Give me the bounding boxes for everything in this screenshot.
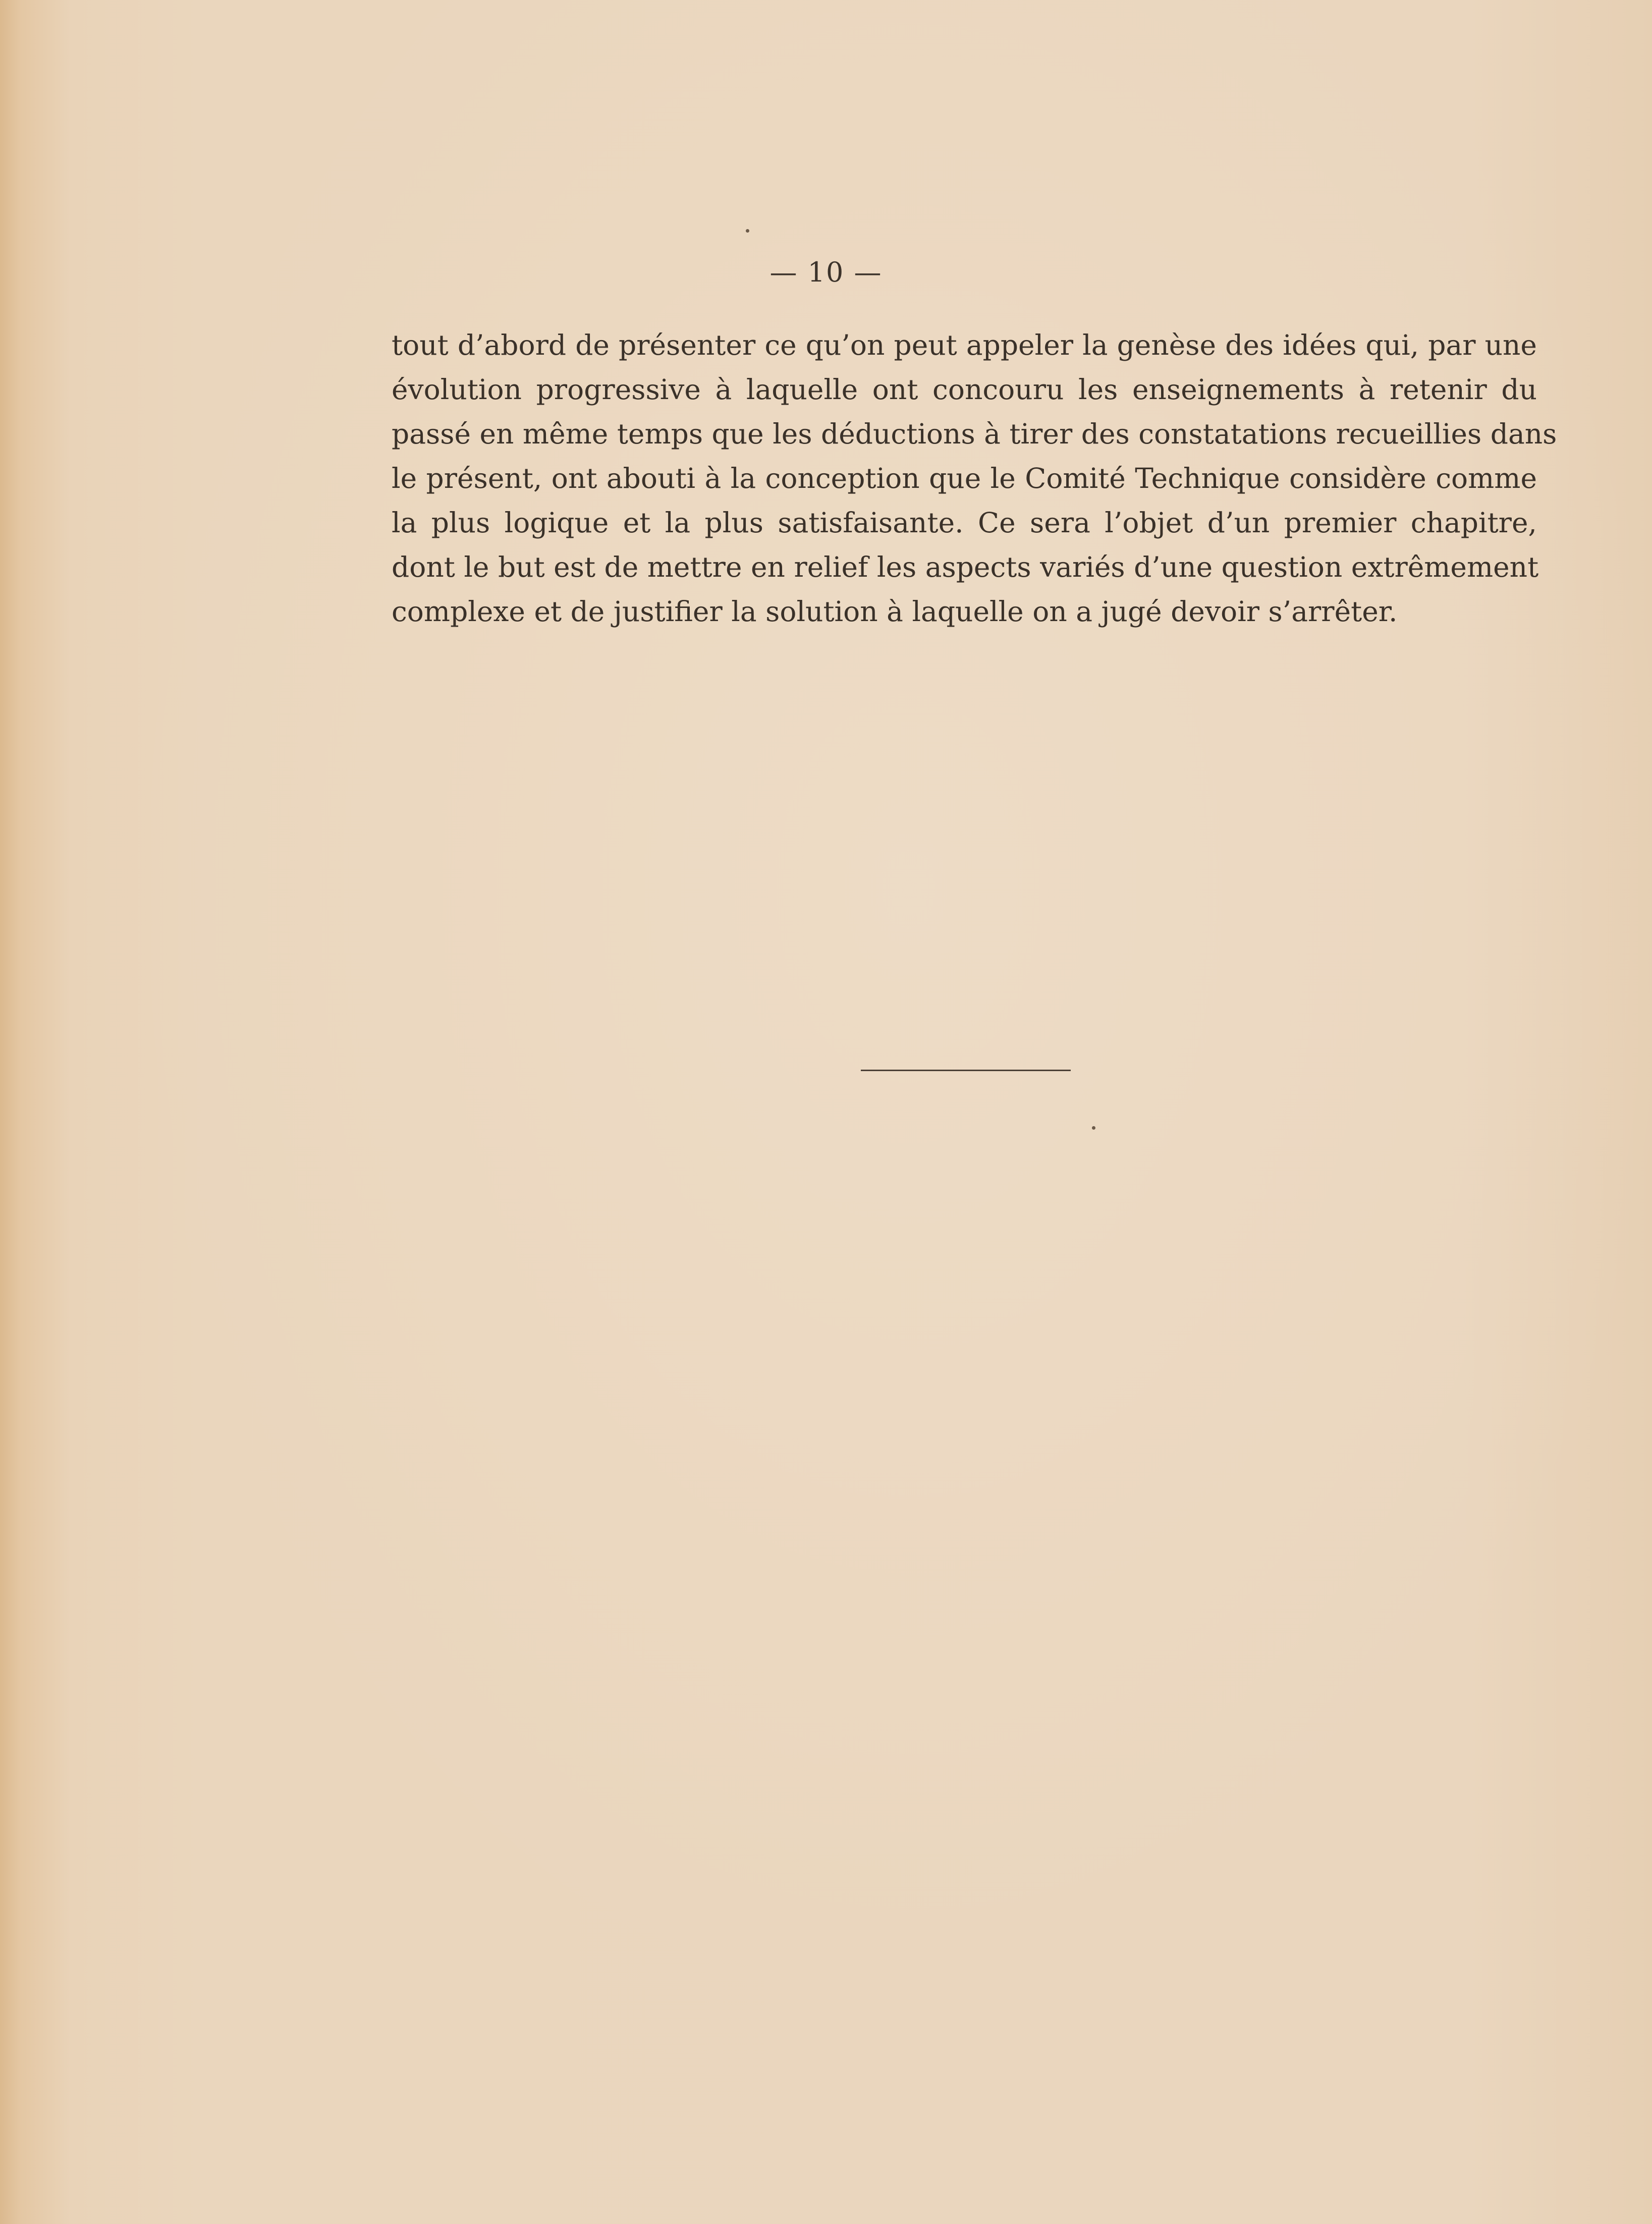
text-line: évolution progressive à laquelle ont concouru les enseignements à retenir du (392, 373, 1537, 406)
section-divider-rule (861, 1070, 1071, 1071)
text-line: le présent, ont abouti à la conception que le Comité Technique considère comme (392, 462, 1537, 494)
body-paragraph (392, 323, 1557, 634)
text-line: passé en même temps que les déductions à tirer des constatations recueillies dans (392, 418, 1557, 450)
paper-speck (746, 229, 749, 233)
text-line: complexe et de justifier la solution à laquelle on a jugé devoir s’arrêter. (392, 595, 1398, 628)
paper-speck (1092, 1126, 1095, 1130)
page-number: — 10 — (769, 256, 883, 288)
text-line: la plus logique et la plus satisfaisante. Ce sera l’objet d’un premier chapitre, (392, 507, 1537, 539)
text-line: tout d’abord de présenter ce qu’on peut appeler la genèse des idées qui, par une (392, 329, 1537, 361)
text-line: dont le but est de mettre en relief les aspects variés d’une question extrêmement (392, 551, 1539, 583)
